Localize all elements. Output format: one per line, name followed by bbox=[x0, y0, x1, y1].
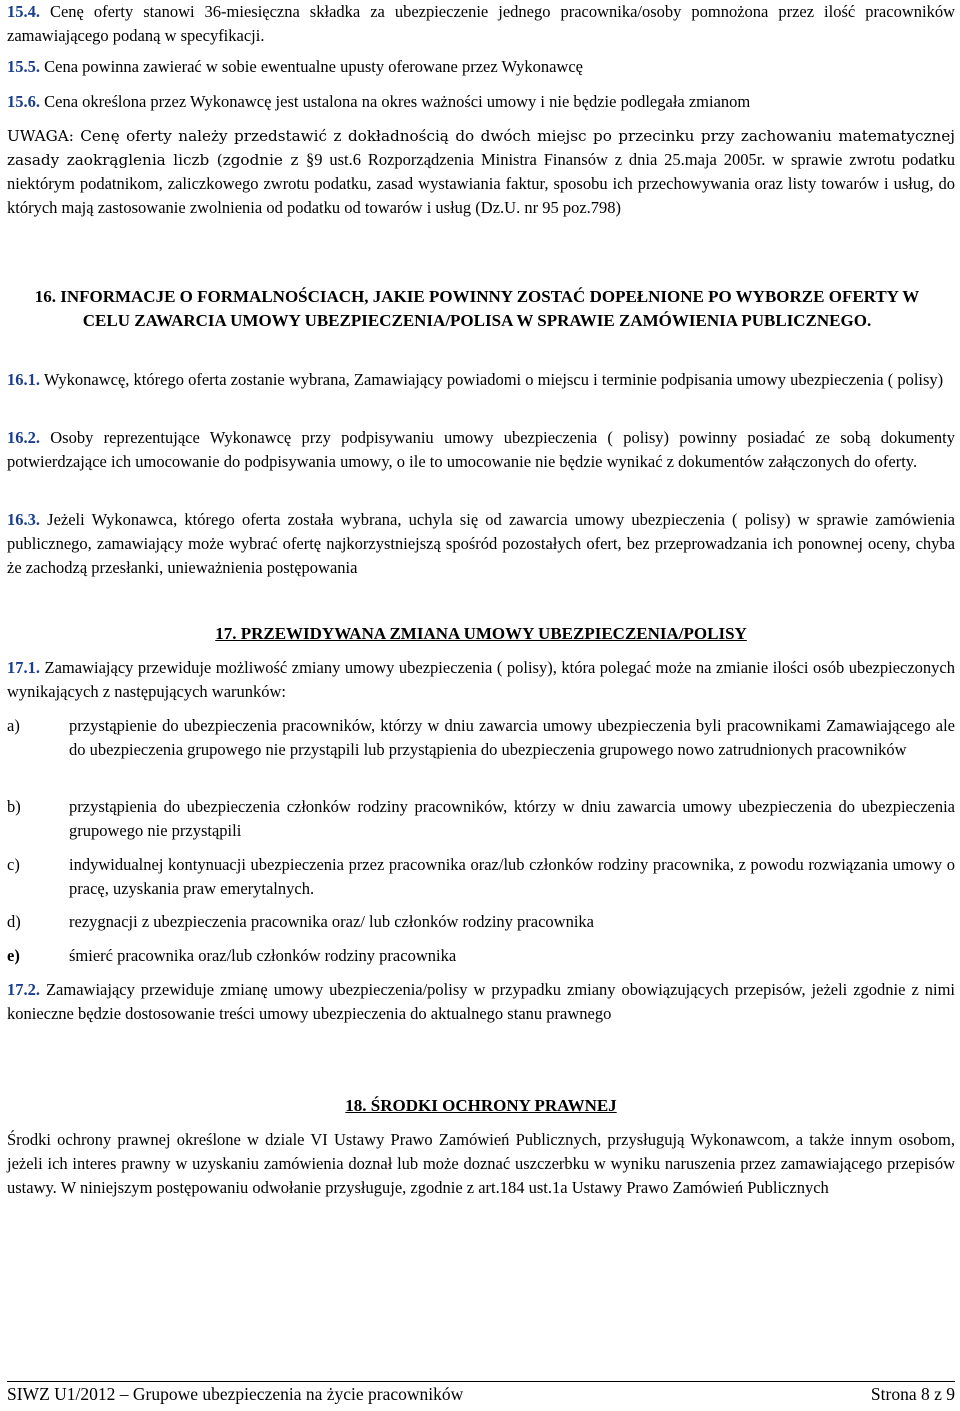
list-item-label: a) bbox=[7, 716, 20, 735]
list-item bbox=[7, 714, 955, 762]
section-text: Cena powinna zawierać w sobie ewentualne upusty oferowane przez Wykonawcę bbox=[40, 57, 583, 76]
list-item bbox=[7, 910, 955, 934]
uwaga-note bbox=[7, 124, 955, 220]
section-15-6 bbox=[7, 90, 750, 114]
section-number: 16.3. bbox=[7, 510, 40, 529]
list-item-label: d) bbox=[7, 912, 21, 931]
uwaga-text-part1: UWAGA: Cenę oferty należy przedstawić z dokładnością do dwóch miejsc po przecinku przy zachowaniu matematycznej zasady zaokrąglenia liczb (zgodnie z bbox=[7, 127, 955, 169]
list-item-text: przystąpienie do ubezpieczenia pracowników, którzy w dniu zawarcia umowy ubezpieczenia byli pracownikami Zamawiającego ale do ubezpieczenia grupowego nie przystąpili lub przystąpienia do ubezpieczenia grupowego nowo zatrudnionych pracowników bbox=[69, 716, 955, 759]
section-15-5 bbox=[7, 55, 583, 79]
section-number: 17.2. bbox=[7, 980, 40, 999]
list-item-label: b) bbox=[7, 797, 21, 816]
section-15-4 bbox=[7, 0, 955, 48]
section-text: Osoby reprezentujące Wykonawcę przy podpisywaniu umowy ubezpieczenia ( polisy) powinny posiadać ze sobą dokumenty potwierdzające ich umocowanie do podpisywania umowy, o ile to umocowanie nie będzie wynikać z dokumentów załączonych do oferty. bbox=[7, 428, 955, 471]
list-item bbox=[7, 853, 955, 901]
list-item bbox=[7, 944, 955, 968]
list-item-label: c) bbox=[7, 855, 20, 874]
section-text: Wykonawcę, którego oferta zostanie wybrana, Zamawiający powiadomi o miejscu i terminie podpisania umowy ubezpieczenia ( polisy) bbox=[40, 370, 944, 389]
section-number: 15.6. bbox=[7, 92, 40, 111]
section-text: Cenę oferty stanowi 36-miesięczna składka za ubezpieczenie jednego pracownika/osoby pomnożona przez ilość pracowników zamawiającego podaną w specyfikacji. bbox=[7, 2, 955, 45]
footer-page-number: Strona 8 z 9 bbox=[870, 1384, 955, 1404]
section-number: 15.4. bbox=[7, 2, 40, 21]
section-number: 16.2. bbox=[7, 428, 40, 447]
heading-17: 17. PRZEWIDYWANA ZMIANA UMOWY UBEZPIECZENIA/POLISY bbox=[215, 624, 747, 643]
section-16-2 bbox=[7, 426, 955, 474]
list-item-label: e) bbox=[7, 946, 20, 965]
section-text: Zamawiający przewiduje możliwość zmiany umowy ubezpieczenia ( polisy), która polegać może na zmianie ilości osób ubezpieczonych wynikających z następujących warunków: bbox=[7, 658, 955, 701]
section-18-text: Środki ochrony prawnej określone w dziale VI Ustawy Prawo Zamówień Publicznych, przysługują Wykonawcom, a także innym osobom, jeżeli ich interes prawny w uzyskaniu zamówienia doznał lub może doznać uszczerbku w wyniku naruszenia przez zamawiającego przepisów ustawy. W niniejszym postępowaniu odwołanie przysługuje, zgodnie z art.184 ust.1a Ustawy Prawo Zamówień Publicznych bbox=[7, 1130, 955, 1197]
section-number: 15.5. bbox=[7, 57, 40, 76]
page-footer bbox=[7, 1381, 955, 1405]
section-number: 17.1. bbox=[7, 658, 40, 677]
list-item bbox=[7, 795, 955, 843]
section-text: Jeżeli Wykonawca, którego oferta została wybrana, uchyla się od zawarcia umowy ubezpieczenia ( polisy) w sprawie zamówienia publicznego, zamawiający może wybrać ofertę najkorzystniejszą spośród pozostałych ofert, bez przeprowadzania ich ponownej oceny, chyba że zachodzą przesłanki, unieważnienia postępowania bbox=[7, 510, 955, 577]
section-17-1 bbox=[7, 656, 955, 704]
section-16-3 bbox=[7, 508, 955, 580]
list-item-text: śmierć pracownika oraz/lub członków rodziny pracownika bbox=[69, 946, 457, 965]
list-item-text: przystąpienia do ubezpieczenia członków rodziny pracowników, którzy w dniu zawarcia umowy ubezpieczenia do ubezpieczenia grupowego nie przystąpili bbox=[69, 797, 955, 840]
section-text: Zamawiający przewiduje zmianę umowy ubezpieczenia/polisy w przypadku zmiany obowiązujących przepisów, jeżeli zgodnie z nimi konieczne będzie dostosowanie treści umowy ubezpieczenia do aktualnego stanu prawnego bbox=[7, 980, 955, 1023]
list-item-text: rezygnacji z ubezpieczenia pracownika oraz/ lub członków rodziny pracownika bbox=[69, 912, 595, 931]
uwaga-text-part2: §9 ust.6 Rozporządzenia Ministra Finansów z dnia 25.maja 2005r. w sprawie zwrotu podatku niektórym podatnikom, zaliczkowego zwrotu podatku, zasad wystawiania faktur, sposobu ich przechowywania oraz listy towarów i usług, do których mają zastosowanie zwolnienia od podatku od towarów i usług (Dz.U. nr 95 poz.798) bbox=[7, 150, 955, 217]
section-number: 16.1. bbox=[7, 370, 40, 389]
section-17-2 bbox=[7, 978, 955, 1026]
heading-16: 16. INFORMACJE O FORMALNOŚCIACH, JAKIE POWINNY ZOSTAĆ DOPEŁNIONE PO WYBORZE OFERTY W CELU ZAWARCIA UMOWY UBEZPIECZENIA/POLISA W SPRAWIE ZAMÓWIENIA PUBLICZNEGO. bbox=[34, 287, 920, 330]
list-item-text: indywidualnej kontynuacji ubezpieczenia przez pracownika oraz/lub członków rodziny pracownika, z powodu rozwiązania umowy o pracę, uzyskania praw emerytalnych. bbox=[69, 855, 955, 898]
section-16-1 bbox=[7, 368, 943, 392]
section-text: Cena określona przez Wykonawcę jest ustalona na okres ważności umowy i nie będzie podlegała zmianom bbox=[40, 92, 751, 111]
footer-document-title: SIWZ U1/2012 – Grupowe ubezpieczenia na życie pracowników bbox=[7, 1384, 464, 1404]
heading-18: 18. ŚRODKI OCHRONY PRAWNEJ bbox=[345, 1096, 617, 1115]
